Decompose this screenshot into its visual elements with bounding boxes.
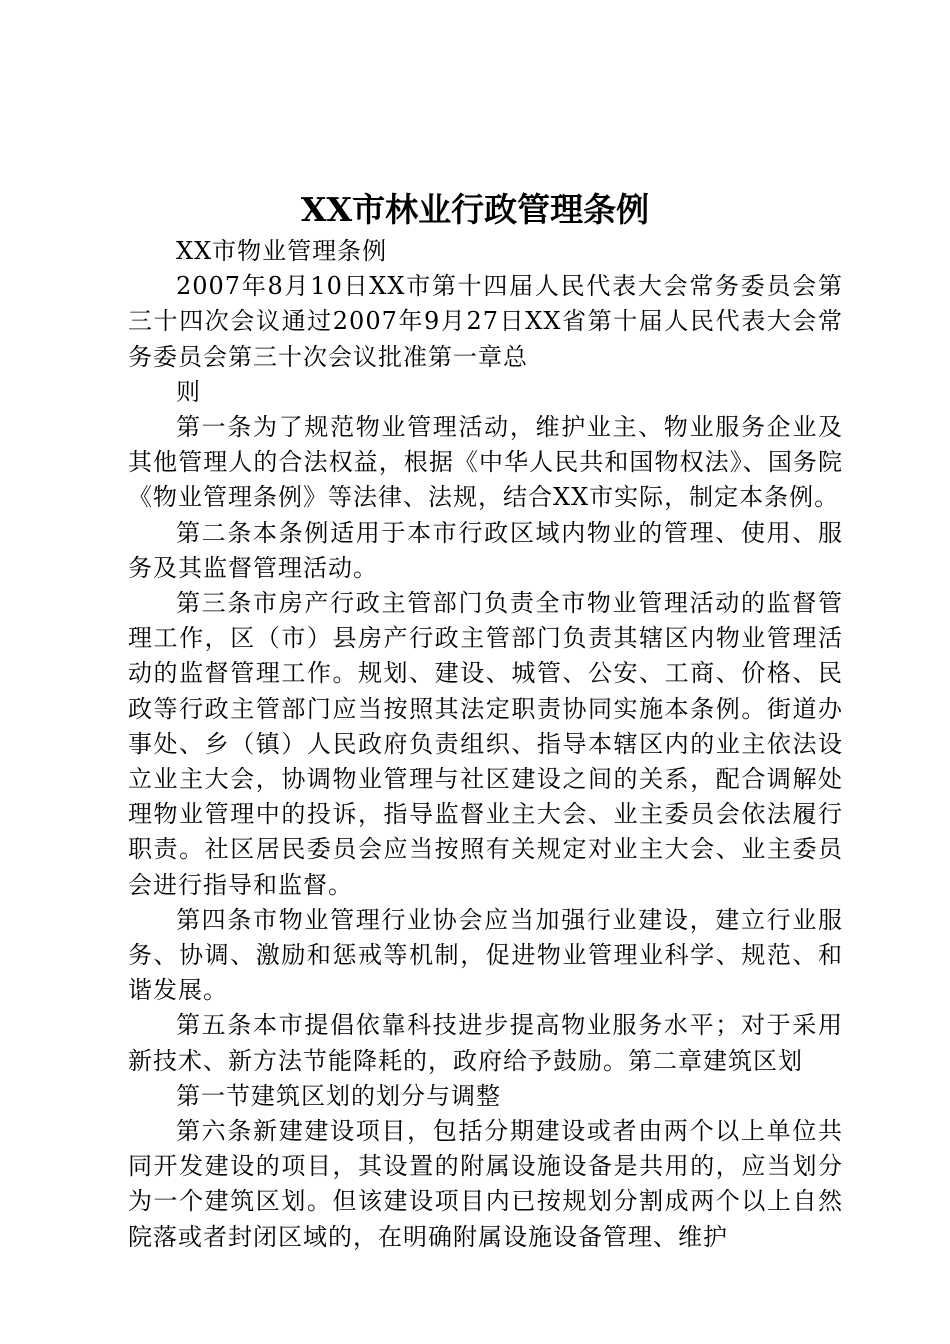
paragraph-article-2: 第二条本条例适用于本市行政区域内物业的管理、使用、服务及其监督管理活动。 [128,518,843,582]
document-title: XX市林业行政管理条例 [300,190,650,229]
paragraph-article-3: 第三条市房产行政主管部门负责全市物业管理活动的监督管理工作，区（市）县房产行政主管部门负责其辖区内物业管理活动的监督管理工作。规划、建设、城管、公安、工商、价格、民政等行政主管部门应当按照其法定职责协同实施本条例。街道办事处、乡（镇）人民政府负责组织、指导本辖区内的业主依法设立业主大会，协调物业管理与社区建设之间的关系，配合调解处理物业管理中的投诉，指导监督业主大会、业主委员会依法履行职责。社区居民委员会应当按照有关规定对业主大会、业主委员会进行指导和监督。 [128,589,843,899]
paragraph-adoption-note: 2007年8月10日XX市第十四届人民代表大会常务委员会第三十四次会议通过2007年9月27日XX省第十届人民代表大会常务委员会第三十次会议批准第一章总 [128,272,843,371]
paragraph-article-1: 第一条为了规范物业管理活动，维护业主、物业服务企业及其他管理人的合法权益，根据《中华人民共和国物权法》、国务院《物业管理条例》等法律、法规，结合XX市实际，制定本条例。 [128,413,843,512]
paragraph-section-heading: 第一节建筑区划的划分与调整 [176,1081,501,1110]
document-body [128,234,843,1255]
paragraph-article-6: 第六条新建建设项目，包括分期建设或者由两个以上单位共同开发建设的项目，其设置的附属设施设备是共用的，应当划分为一个建筑区划。但该建设项目内已按规划分割成两个以上自然院落或者封闭区域的，在明确附属设施设备管理、维护 [128,1117,843,1251]
paragraph-subtitle: XX市物业管理条例 [176,237,388,265]
paragraph-article-5: 第五条本市提倡依靠科技进步提高物业服务水平；对于采用新技术、新方法节能降耗的，政府给予鼓励。第二章建筑区划 [128,1011,843,1075]
paragraph-chapter-fragment: 则 [176,377,201,406]
paragraph-article-4: 第四条市物业管理行业协会应当加强行业建设，建立行业服务、协调、激励和惩戒等机制，促进物业管理业科学、规范、和谐发展。 [128,905,843,1005]
